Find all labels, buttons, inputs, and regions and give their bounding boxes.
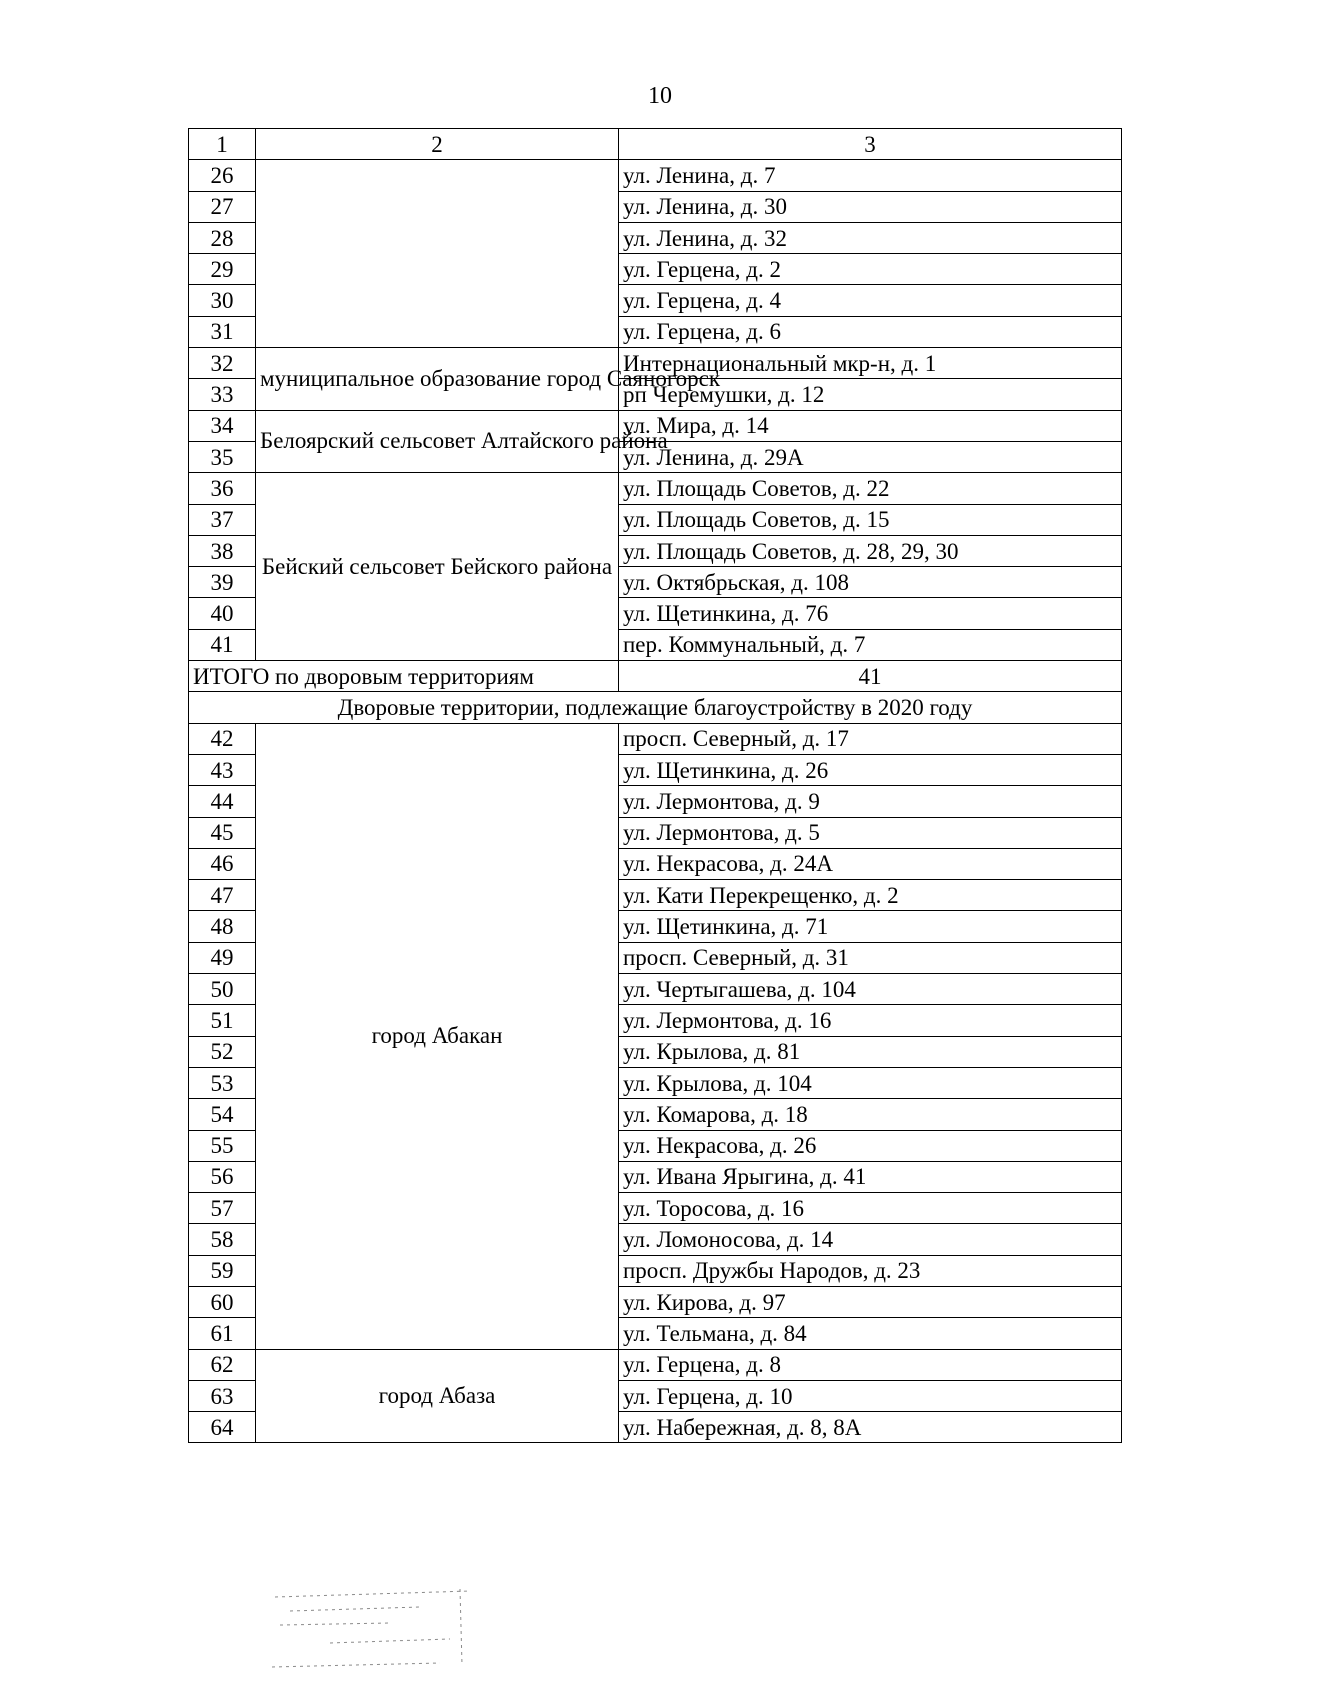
address-cell: ул. Герцена, д. 10 bbox=[619, 1380, 1122, 1411]
address-cell: ул. Чертыгашева, д. 104 bbox=[619, 974, 1122, 1005]
row-number: 30 bbox=[189, 285, 256, 316]
row-number: 36 bbox=[189, 473, 256, 504]
row-number: 40 bbox=[189, 598, 256, 629]
address-cell: ул. Ленина, д. 29А bbox=[619, 441, 1122, 472]
section-title: Дворовые территории, подлежащие благоустройству в 2020 году bbox=[189, 692, 1122, 723]
table-row bbox=[189, 723, 1122, 754]
address-cell: ул. Щетинкина, д. 71 bbox=[619, 911, 1122, 942]
row-number: 45 bbox=[189, 817, 256, 848]
column-header: 2 bbox=[256, 129, 619, 160]
address-cell: ул. Крылова, д. 81 bbox=[619, 1036, 1122, 1067]
address-cell: ул. Комарова, д. 18 bbox=[619, 1099, 1122, 1130]
territories-table bbox=[188, 128, 1122, 1443]
address-cell: ул. Герцена, д. 4 bbox=[619, 285, 1122, 316]
row-number: 54 bbox=[189, 1099, 256, 1130]
table-header-row bbox=[189, 129, 1122, 160]
row-number: 59 bbox=[189, 1255, 256, 1286]
row-number: 63 bbox=[189, 1380, 256, 1411]
address-cell: рп Черемушки, д. 12 bbox=[619, 379, 1122, 410]
address-cell: пер. Коммунальный, д. 7 bbox=[619, 629, 1122, 660]
row-number: 42 bbox=[189, 723, 256, 754]
address-cell: ул. Ленина, д. 30 bbox=[619, 191, 1122, 222]
municipality-cell: город Абаза bbox=[256, 1349, 619, 1443]
address-cell: ул. Щетинкина, д. 26 bbox=[619, 754, 1122, 785]
row-number: 47 bbox=[189, 880, 256, 911]
row-number: 43 bbox=[189, 754, 256, 785]
municipality-cell: Бейский сельсовет Бейского района bbox=[256, 473, 619, 661]
row-number: 39 bbox=[189, 567, 256, 598]
total-label: ИТОГО по дворовым территориям bbox=[189, 661, 619, 692]
address-cell: ул. Некрасова, д. 26 bbox=[619, 1130, 1122, 1161]
address-cell: просп. Северный, д. 31 bbox=[619, 942, 1122, 973]
address-cell: ул. Герцена, д. 2 bbox=[619, 254, 1122, 285]
address-cell: ул. Ломоносова, д. 14 bbox=[619, 1224, 1122, 1255]
address-cell: ул. Набережная, д. 8, 8А bbox=[619, 1412, 1122, 1443]
row-number: 31 bbox=[189, 316, 256, 347]
column-header: 1 bbox=[189, 129, 256, 160]
address-cell: ул. Крылова, д. 104 bbox=[619, 1067, 1122, 1098]
address-cell: ул. Ленина, д. 7 bbox=[619, 160, 1122, 191]
row-number: 60 bbox=[189, 1286, 256, 1317]
address-cell: ул. Лермонтова, д. 16 bbox=[619, 1005, 1122, 1036]
row-number: 49 bbox=[189, 942, 256, 973]
row-number: 41 bbox=[189, 629, 256, 660]
row-number: 52 bbox=[189, 1036, 256, 1067]
row-number: 27 bbox=[189, 191, 256, 222]
address-cell: ул. Торосова, д. 16 bbox=[619, 1193, 1122, 1224]
column-header: 3 bbox=[619, 129, 1122, 160]
row-number: 46 bbox=[189, 848, 256, 879]
row-number: 56 bbox=[189, 1161, 256, 1192]
table-body bbox=[189, 129, 1122, 1443]
address-cell: ул. Некрасова, д. 24А bbox=[619, 848, 1122, 879]
row-number: 28 bbox=[189, 222, 256, 253]
total-value: 41 bbox=[619, 661, 1122, 692]
address-cell: ул. Тельмана, д. 84 bbox=[619, 1318, 1122, 1349]
row-number: 51 bbox=[189, 1005, 256, 1036]
table-row bbox=[189, 348, 1122, 379]
row-number: 64 bbox=[189, 1412, 256, 1443]
address-cell: ул. Кирова, д. 97 bbox=[619, 1286, 1122, 1317]
row-number: 26 bbox=[189, 160, 256, 191]
row-number: 35 bbox=[189, 441, 256, 472]
page-number: 10 bbox=[648, 83, 672, 109]
row-number: 29 bbox=[189, 254, 256, 285]
municipality-cell bbox=[256, 160, 619, 348]
address-cell: ул. Герцена, д. 8 bbox=[619, 1349, 1122, 1380]
row-number: 32 bbox=[189, 348, 256, 379]
row-number: 48 bbox=[189, 911, 256, 942]
row-number: 53 bbox=[189, 1067, 256, 1098]
table-row bbox=[189, 473, 1122, 504]
row-number: 57 bbox=[189, 1193, 256, 1224]
row-number: 58 bbox=[189, 1224, 256, 1255]
row-number: 55 bbox=[189, 1130, 256, 1161]
address-cell: ул. Площадь Советов, д. 22 bbox=[619, 473, 1122, 504]
total-row bbox=[189, 661, 1122, 692]
municipality-cell: город Абакан bbox=[256, 723, 619, 1349]
table-row bbox=[189, 1349, 1122, 1380]
address-cell: ул. Герцена, д. 6 bbox=[619, 316, 1122, 347]
row-number: 61 bbox=[189, 1318, 256, 1349]
row-number: 50 bbox=[189, 974, 256, 1005]
stamp-mark bbox=[270, 1585, 485, 1675]
section-row bbox=[189, 692, 1122, 723]
address-cell: ул. Ивана Ярыгина, д. 41 bbox=[619, 1161, 1122, 1192]
row-number: 37 bbox=[189, 504, 256, 535]
address-cell: просп. Дружбы Народов, д. 23 bbox=[619, 1255, 1122, 1286]
table-row bbox=[189, 160, 1122, 191]
row-number: 34 bbox=[189, 410, 256, 441]
address-cell: ул. Щетинкина, д. 76 bbox=[619, 598, 1122, 629]
row-number: 62 bbox=[189, 1349, 256, 1380]
address-cell: ул. Площадь Советов, д. 15 bbox=[619, 504, 1122, 535]
address-cell: ул. Площадь Советов, д. 28, 29, 30 bbox=[619, 535, 1122, 566]
row-number: 38 bbox=[189, 535, 256, 566]
address-cell: ул. Ленина, д. 32 bbox=[619, 222, 1122, 253]
row-number: 33 bbox=[189, 379, 256, 410]
address-cell: ул. Лермонтова, д. 5 bbox=[619, 817, 1122, 848]
municipality-cell: Белоярский сельсовет Алтайского района bbox=[256, 410, 619, 473]
address-cell: просп. Северный, д. 17 bbox=[619, 723, 1122, 754]
address-cell: ул. Кати Перекрещенко, д. 2 bbox=[619, 880, 1122, 911]
address-cell: Интернациональный мкр-н, д. 1 bbox=[619, 348, 1122, 379]
address-cell: ул. Мира, д. 14 bbox=[619, 410, 1122, 441]
municipality-cell: муниципальное образование город Саяногорск bbox=[256, 348, 619, 411]
address-cell: ул. Октябрьская, д. 108 bbox=[619, 567, 1122, 598]
row-number: 44 bbox=[189, 786, 256, 817]
address-cell: ул. Лермонтова, д. 9 bbox=[619, 786, 1122, 817]
table-row bbox=[189, 410, 1122, 441]
